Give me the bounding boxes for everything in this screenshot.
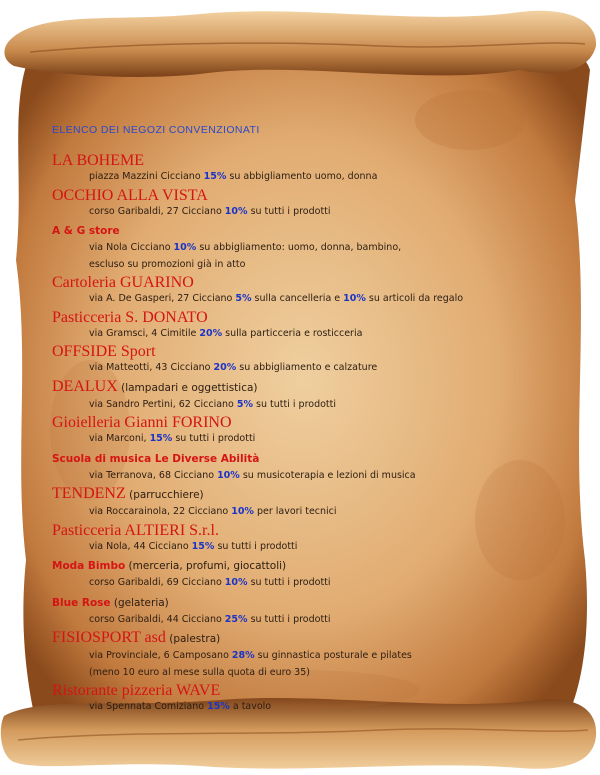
- detail-text: via Nola Cicciano: [89, 242, 174, 253]
- shop-category: (palestra): [165, 633, 221, 645]
- detail-text: via Spennata Comiziano: [89, 701, 208, 712]
- shop-entry: [52, 308, 572, 343]
- shop-entry: [52, 681, 572, 716]
- discount-percent: 15%: [191, 540, 215, 552]
- discount-percent: 25%: [224, 613, 248, 625]
- shop-entry: [52, 151, 572, 186]
- detail-text: via Nola, 44 Cicciano: [89, 540, 192, 552]
- detail-text: corso Garibaldi, 69 Cicciano: [89, 577, 225, 588]
- detail-text: via Marconi,: [89, 433, 150, 444]
- shop-name: [52, 592, 572, 612]
- shop-name-text: Scuola di musica Le Diverse Abilità: [52, 452, 260, 465]
- shop-entry: [52, 377, 572, 414]
- discount-percent: 5%: [236, 398, 254, 410]
- list-heading: ELENCO DEI NEGOZI CONVENZIONATI: [52, 124, 260, 136]
- shop-detail-line: [52, 204, 572, 221]
- detail-text: escluso su promozioni già in atto: [89, 258, 246, 270]
- shop-category: (lampadari e oggettistica): [117, 381, 258, 394]
- discount-percent: 20%: [199, 327, 223, 339]
- shop-detail-line: [52, 468, 572, 485]
- detail-text: sulla cancelleria e: [251, 293, 344, 304]
- detail-text: via A. De Gasperi, 27 Cicciano: [89, 293, 236, 304]
- detail-text: su articoli da regalo: [365, 293, 464, 304]
- shop-name-text: FISIOSPORT asd: [52, 629, 166, 646]
- shop-name-text: Blue Rose: [52, 596, 111, 609]
- shop-entry: [52, 521, 572, 556]
- discount-percent: 15%: [149, 433, 173, 444]
- shop-name: [52, 151, 572, 169]
- discount-percent: 15%: [207, 701, 230, 712]
- detail-text: a tavolo: [229, 701, 272, 712]
- discount-percent: 10%: [224, 205, 248, 217]
- discount-percent: 10%: [224, 577, 248, 588]
- shop-name-text: Cartoleria GUARINO: [52, 274, 194, 291]
- shop-entry: [52, 413, 572, 448]
- shop-name: [52, 555, 572, 575]
- detail-text: su ginnastica posturale e pilates: [254, 650, 412, 661]
- detail-text: per lavori tecnici: [253, 506, 337, 517]
- shop-entry: [52, 592, 572, 629]
- shop-name-text: Gioielleria Gianni FORINO: [52, 414, 232, 431]
- shop-name-text: Moda Bimbo: [52, 560, 126, 572]
- shop-name: [52, 186, 572, 204]
- shop-name: [52, 413, 572, 431]
- shop-detail-line: [52, 326, 572, 343]
- discount-percent: 15%: [203, 171, 227, 182]
- detail-text: su tutti i prodotti: [172, 433, 256, 444]
- shop-name: [52, 681, 572, 699]
- shop-name: [52, 521, 572, 539]
- shop-name-text: OCCHIO ALLA VISTA: [52, 186, 208, 204]
- shop-detail-line: [52, 699, 572, 716]
- discount-percent: 10%: [343, 293, 366, 304]
- shop-name: [52, 273, 572, 291]
- shop-name: [52, 308, 572, 326]
- detail-text: su abbigliamento: uomo, donna, bambino,: [196, 242, 402, 253]
- detail-text: corso Garibaldi, 44 Cicciano: [89, 613, 225, 625]
- discount-percent: 10%: [217, 469, 240, 481]
- shop-entry: [52, 220, 572, 273]
- detail-text: (meno 10 euro al mese sulla quota di euro 35): [89, 666, 310, 678]
- detail-text: via Gramsci, 4 Cimitile: [89, 327, 200, 339]
- detail-text: su musicoterapia e lezioni di musica: [239, 469, 416, 481]
- shop-detail-line: [52, 504, 572, 521]
- detail-text: via Provinciale, 6 Camposano: [89, 650, 232, 661]
- shop-name-text: Pasticceria S. DONATO: [52, 308, 208, 326]
- shop-entry: [52, 186, 572, 221]
- detail-text: su abbigliamento e calzature: [236, 362, 378, 373]
- shop-category: (gelateria): [110, 596, 169, 609]
- shop-detail-line: [52, 539, 572, 556]
- shop-detail-line: [52, 291, 572, 308]
- shop-detail-line: [52, 648, 572, 665]
- shop-entry: [52, 273, 572, 308]
- shop-detail-line: [52, 257, 572, 274]
- shop-list: [52, 124, 572, 716]
- discount-percent: 28%: [231, 650, 255, 661]
- discount-percent: 20%: [213, 362, 237, 373]
- shop-category: (merceria, profumi, giocattoli): [125, 560, 287, 572]
- detail-text: piazza Mazzini Cicciano: [89, 171, 204, 182]
- shop-name-text: OFFSIDE Sport: [52, 343, 156, 360]
- shop-entry: [52, 448, 572, 485]
- shop-name: [52, 484, 572, 504]
- detail-text: sulla particceria e rosticceria: [222, 327, 363, 339]
- shop-detail-line: [52, 612, 572, 629]
- shop-detail-line: [52, 575, 572, 592]
- shop-name: [52, 342, 572, 360]
- shop-name-text: TENDENZ: [52, 485, 126, 502]
- shop-detail-line: [52, 360, 572, 377]
- detail-text: via Roccarainola, 22 Cicciano: [89, 506, 232, 517]
- detail-text: su tutti i prodotti: [253, 398, 337, 410]
- shop-name-text: Pasticceria ALTIERI S.r.l.: [52, 521, 219, 539]
- shop-name: [52, 628, 572, 648]
- shop-detail-line: [52, 431, 572, 448]
- entries-container: [52, 151, 572, 716]
- detail-text: su tutti i prodotti: [247, 205, 331, 217]
- shop-name-text: DEALUX: [52, 377, 118, 395]
- shop-detail-line: [52, 665, 572, 682]
- shop-detail-line: [52, 169, 572, 186]
- detail-text: via Sandro Pertini, 62 Cicciano: [89, 398, 237, 410]
- shop-name: [52, 448, 572, 468]
- shop-entry: [52, 484, 572, 521]
- discount-percent: 5%: [235, 293, 252, 304]
- shop-name: [52, 377, 572, 397]
- discount-percent: 10%: [173, 242, 197, 253]
- shop-entry: [52, 342, 572, 377]
- shop-detail-line: [52, 240, 572, 257]
- detail-text: su tutti i prodotti: [247, 577, 331, 588]
- detail-text: su tutti i prodotti: [247, 613, 331, 625]
- shop-name-text: Ristorante pizzeria WAVE: [52, 682, 221, 699]
- shop-name-text: LA BOHEME: [52, 152, 144, 169]
- shop-name-text: A & G store: [52, 225, 120, 237]
- detail-text: via Matteotti, 43 Cicciano: [89, 362, 214, 373]
- shop-name: [52, 220, 572, 240]
- shop-entry: [52, 628, 572, 681]
- detail-text: su tutti i prodotti: [214, 540, 298, 552]
- shop-entry: [52, 555, 572, 592]
- detail-text: corso Garibaldi, 27 Cicciano: [89, 205, 225, 217]
- discount-percent: 10%: [231, 506, 254, 517]
- shop-category: (parrucchiere): [125, 489, 204, 501]
- detail-text: su abbigliamento uomo, donna: [226, 171, 378, 182]
- detail-text: via Terranova, 68 Cicciano: [89, 469, 218, 481]
- shop-detail-line: [52, 397, 572, 414]
